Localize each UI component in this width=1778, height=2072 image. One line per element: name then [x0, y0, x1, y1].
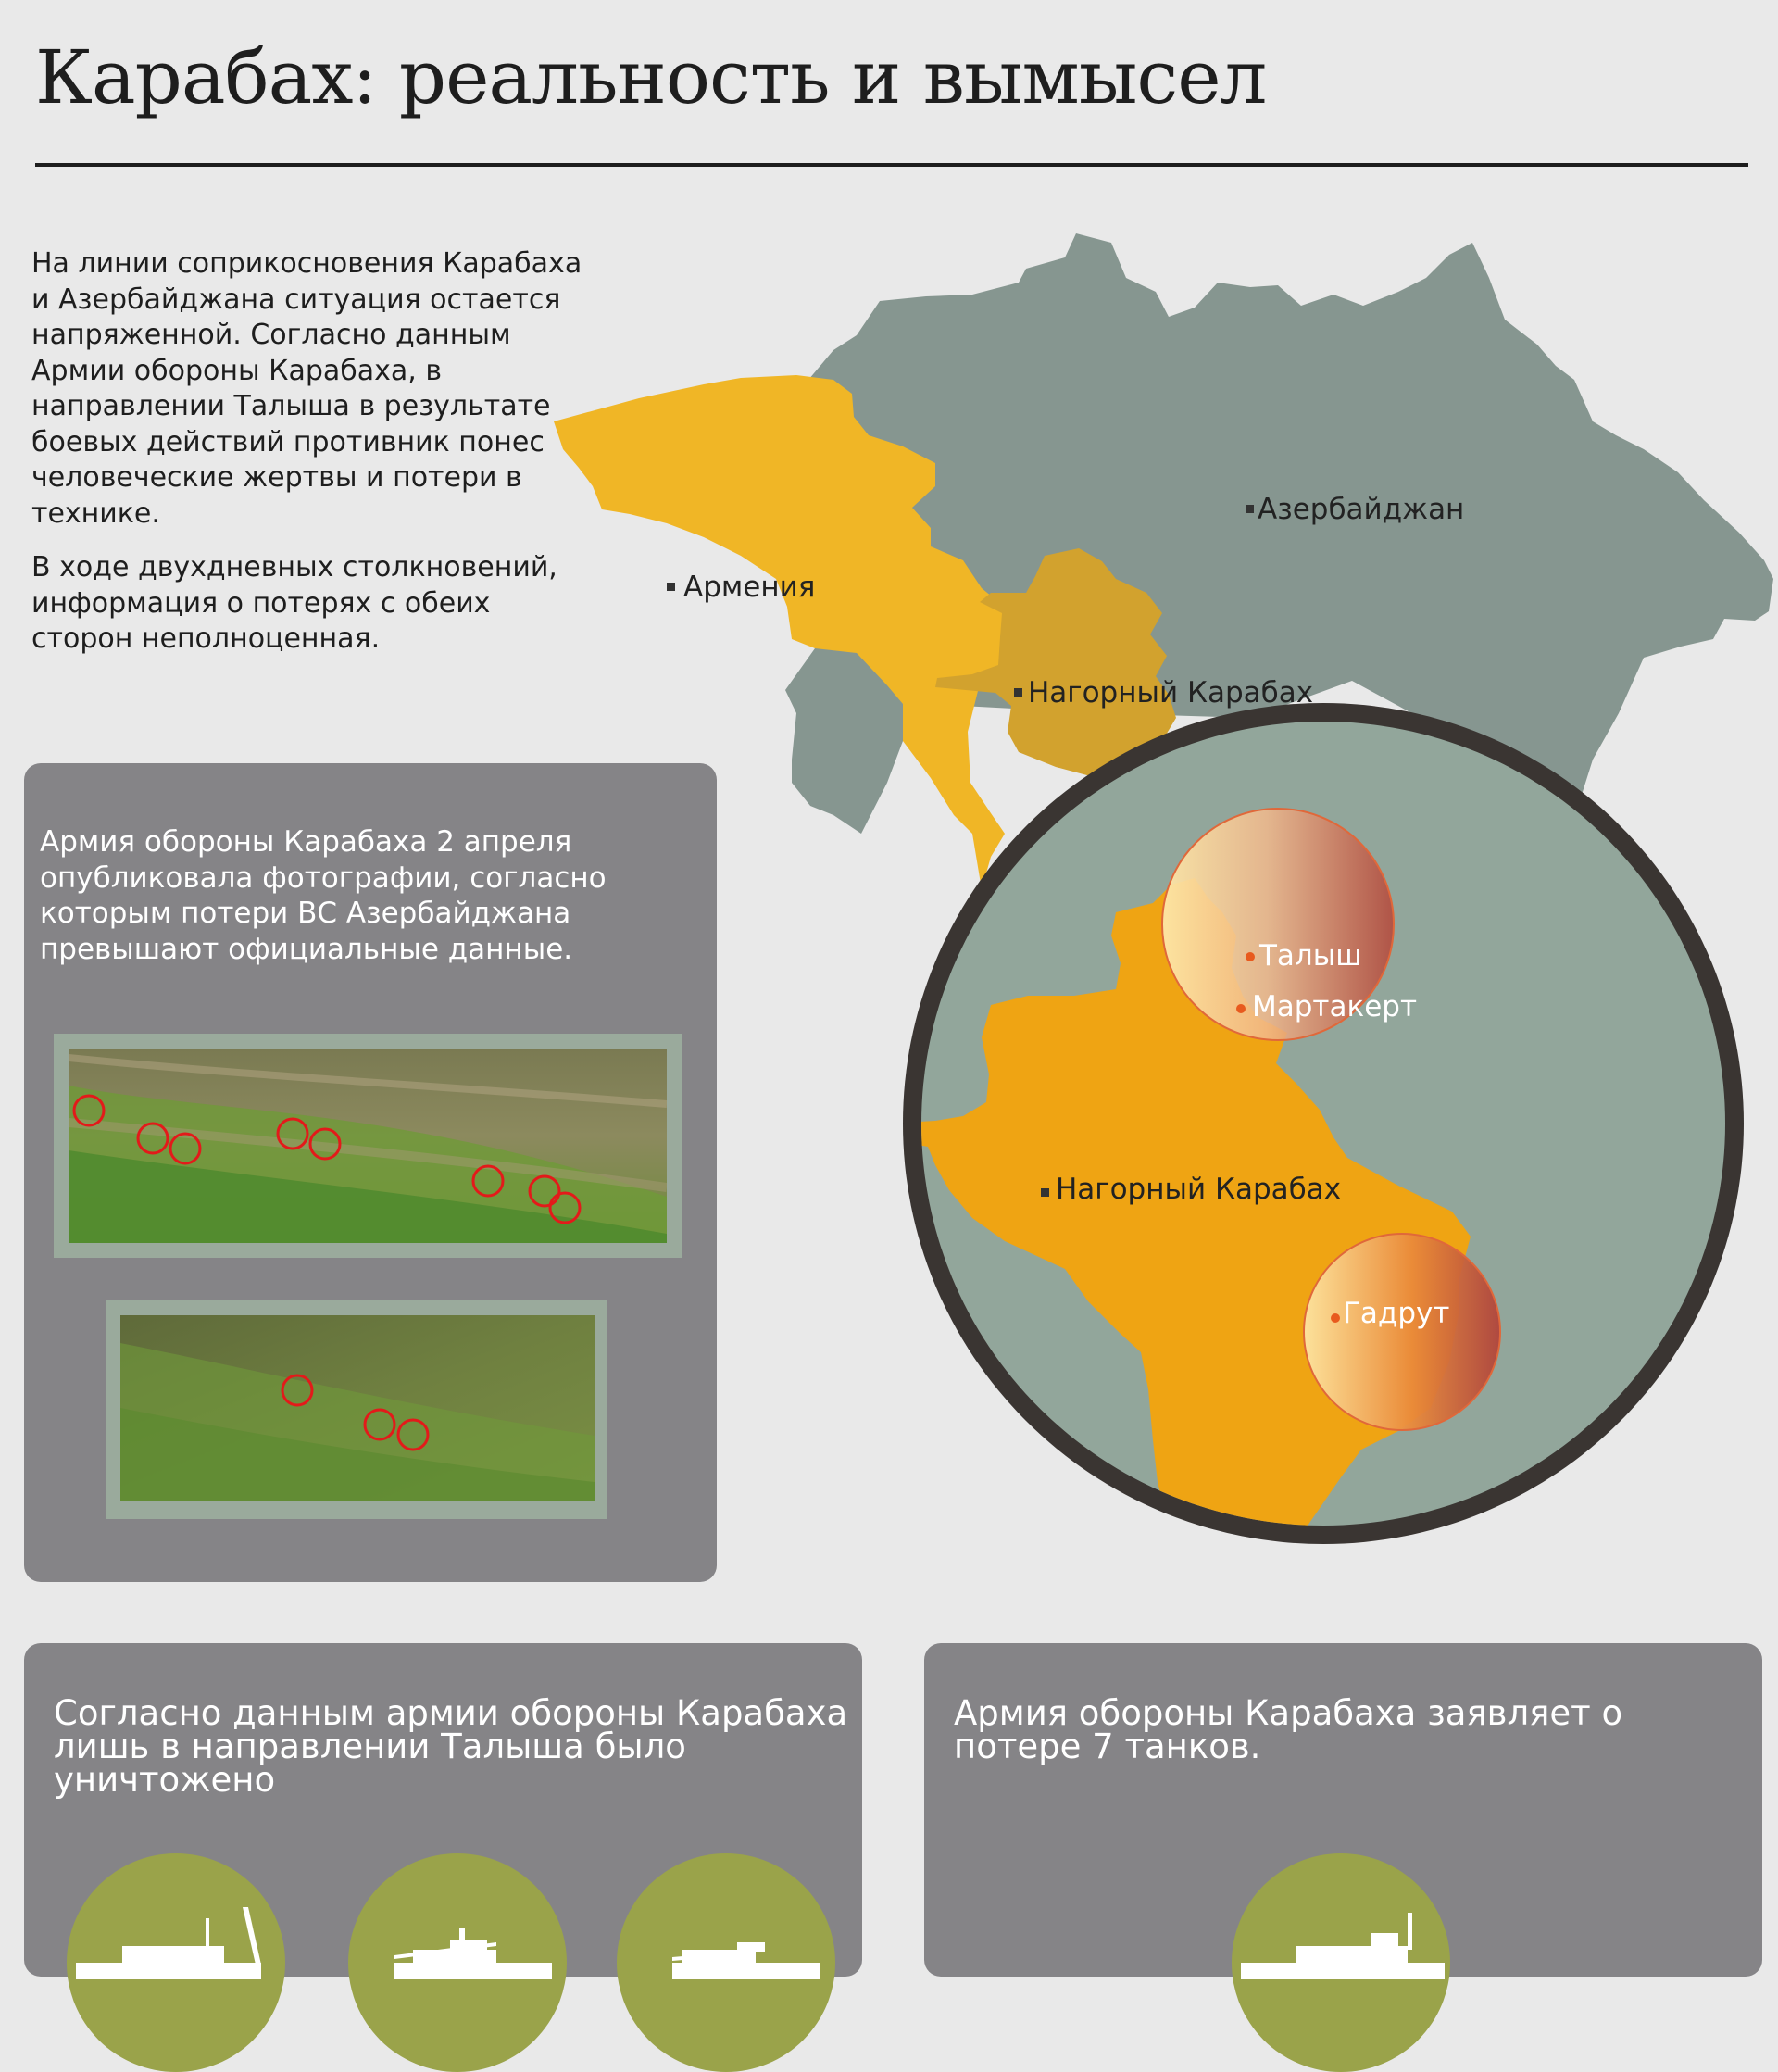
intro-paragraph-2: В ходе двухдневных столкновений, информация о потерях с обеих сторон неполноценная. — [31, 551, 557, 655]
photos-panel — [24, 763, 717, 1582]
tank-circle-1 — [67, 1853, 285, 2072]
photo-frame-1 — [54, 1034, 682, 1258]
losses-left-text: Согласно данным армии обороны Карабаха лишь в направлении Талыша было уничтожено — [54, 1693, 848, 1800]
inset-karabakh-marker — [1041, 1188, 1049, 1197]
photo-frame-2 — [106, 1300, 607, 1519]
tank-icon — [617, 1853, 835, 2072]
field-photo-1 — [69, 1049, 667, 1243]
gadrut-marker — [1331, 1313, 1340, 1323]
talysh-marker — [1246, 952, 1255, 961]
field-photo-2 — [120, 1315, 595, 1501]
gadrut-label: Гадрут — [1343, 1297, 1450, 1330]
talysh-label: Талыш — [1259, 939, 1362, 973]
azerbaijan-marker — [1246, 505, 1254, 513]
tank-circle-3 — [617, 1853, 835, 2072]
tank-icon — [1232, 1853, 1450, 2072]
tank-icon — [348, 1853, 567, 2072]
intro-paragraph-1: На линии соприкосновения Карабаха и Азербайджана ситуация остается напряженной. Согласно данным Армии обороны Карабаха, в направлении Талыша в результате боевых действий противник понес человеческие жертвы и потери в технике. — [31, 247, 582, 530]
photos-panel-text: Армия обороны Карабаха 2 апреля опубликовала фотографии, согласно которым потери ВС Азербайджана превышают официальные данные. — [40, 825, 607, 966]
losses-left-panel — [24, 1643, 862, 1977]
tank-circle-2 — [348, 1853, 567, 2072]
armenia-label: Армения — [683, 571, 816, 604]
tank-circle-4 — [1232, 1853, 1450, 2072]
inset-karabakh-label: Нагорный Карабах — [1056, 1173, 1342, 1206]
martakert-label: Мартакерт — [1252, 990, 1418, 1023]
losses-right-panel — [924, 1643, 1762, 1977]
losses-right-text: Армия обороны Карабаха заявляет о потере 7 танков. — [954, 1693, 1623, 1766]
martakert-marker — [1236, 1004, 1246, 1013]
tank-icon — [67, 1853, 285, 2072]
karabakh-marker — [1014, 688, 1022, 697]
page-title: Карабах: реальность и вымысел — [35, 34, 1267, 120]
armenia-marker — [667, 583, 675, 591]
azerbaijan-label: Азербайджан — [1258, 493, 1465, 526]
gadrut-highlight — [1304, 1234, 1500, 1430]
karabakh-label: Нагорный Карабах — [1028, 676, 1314, 710]
